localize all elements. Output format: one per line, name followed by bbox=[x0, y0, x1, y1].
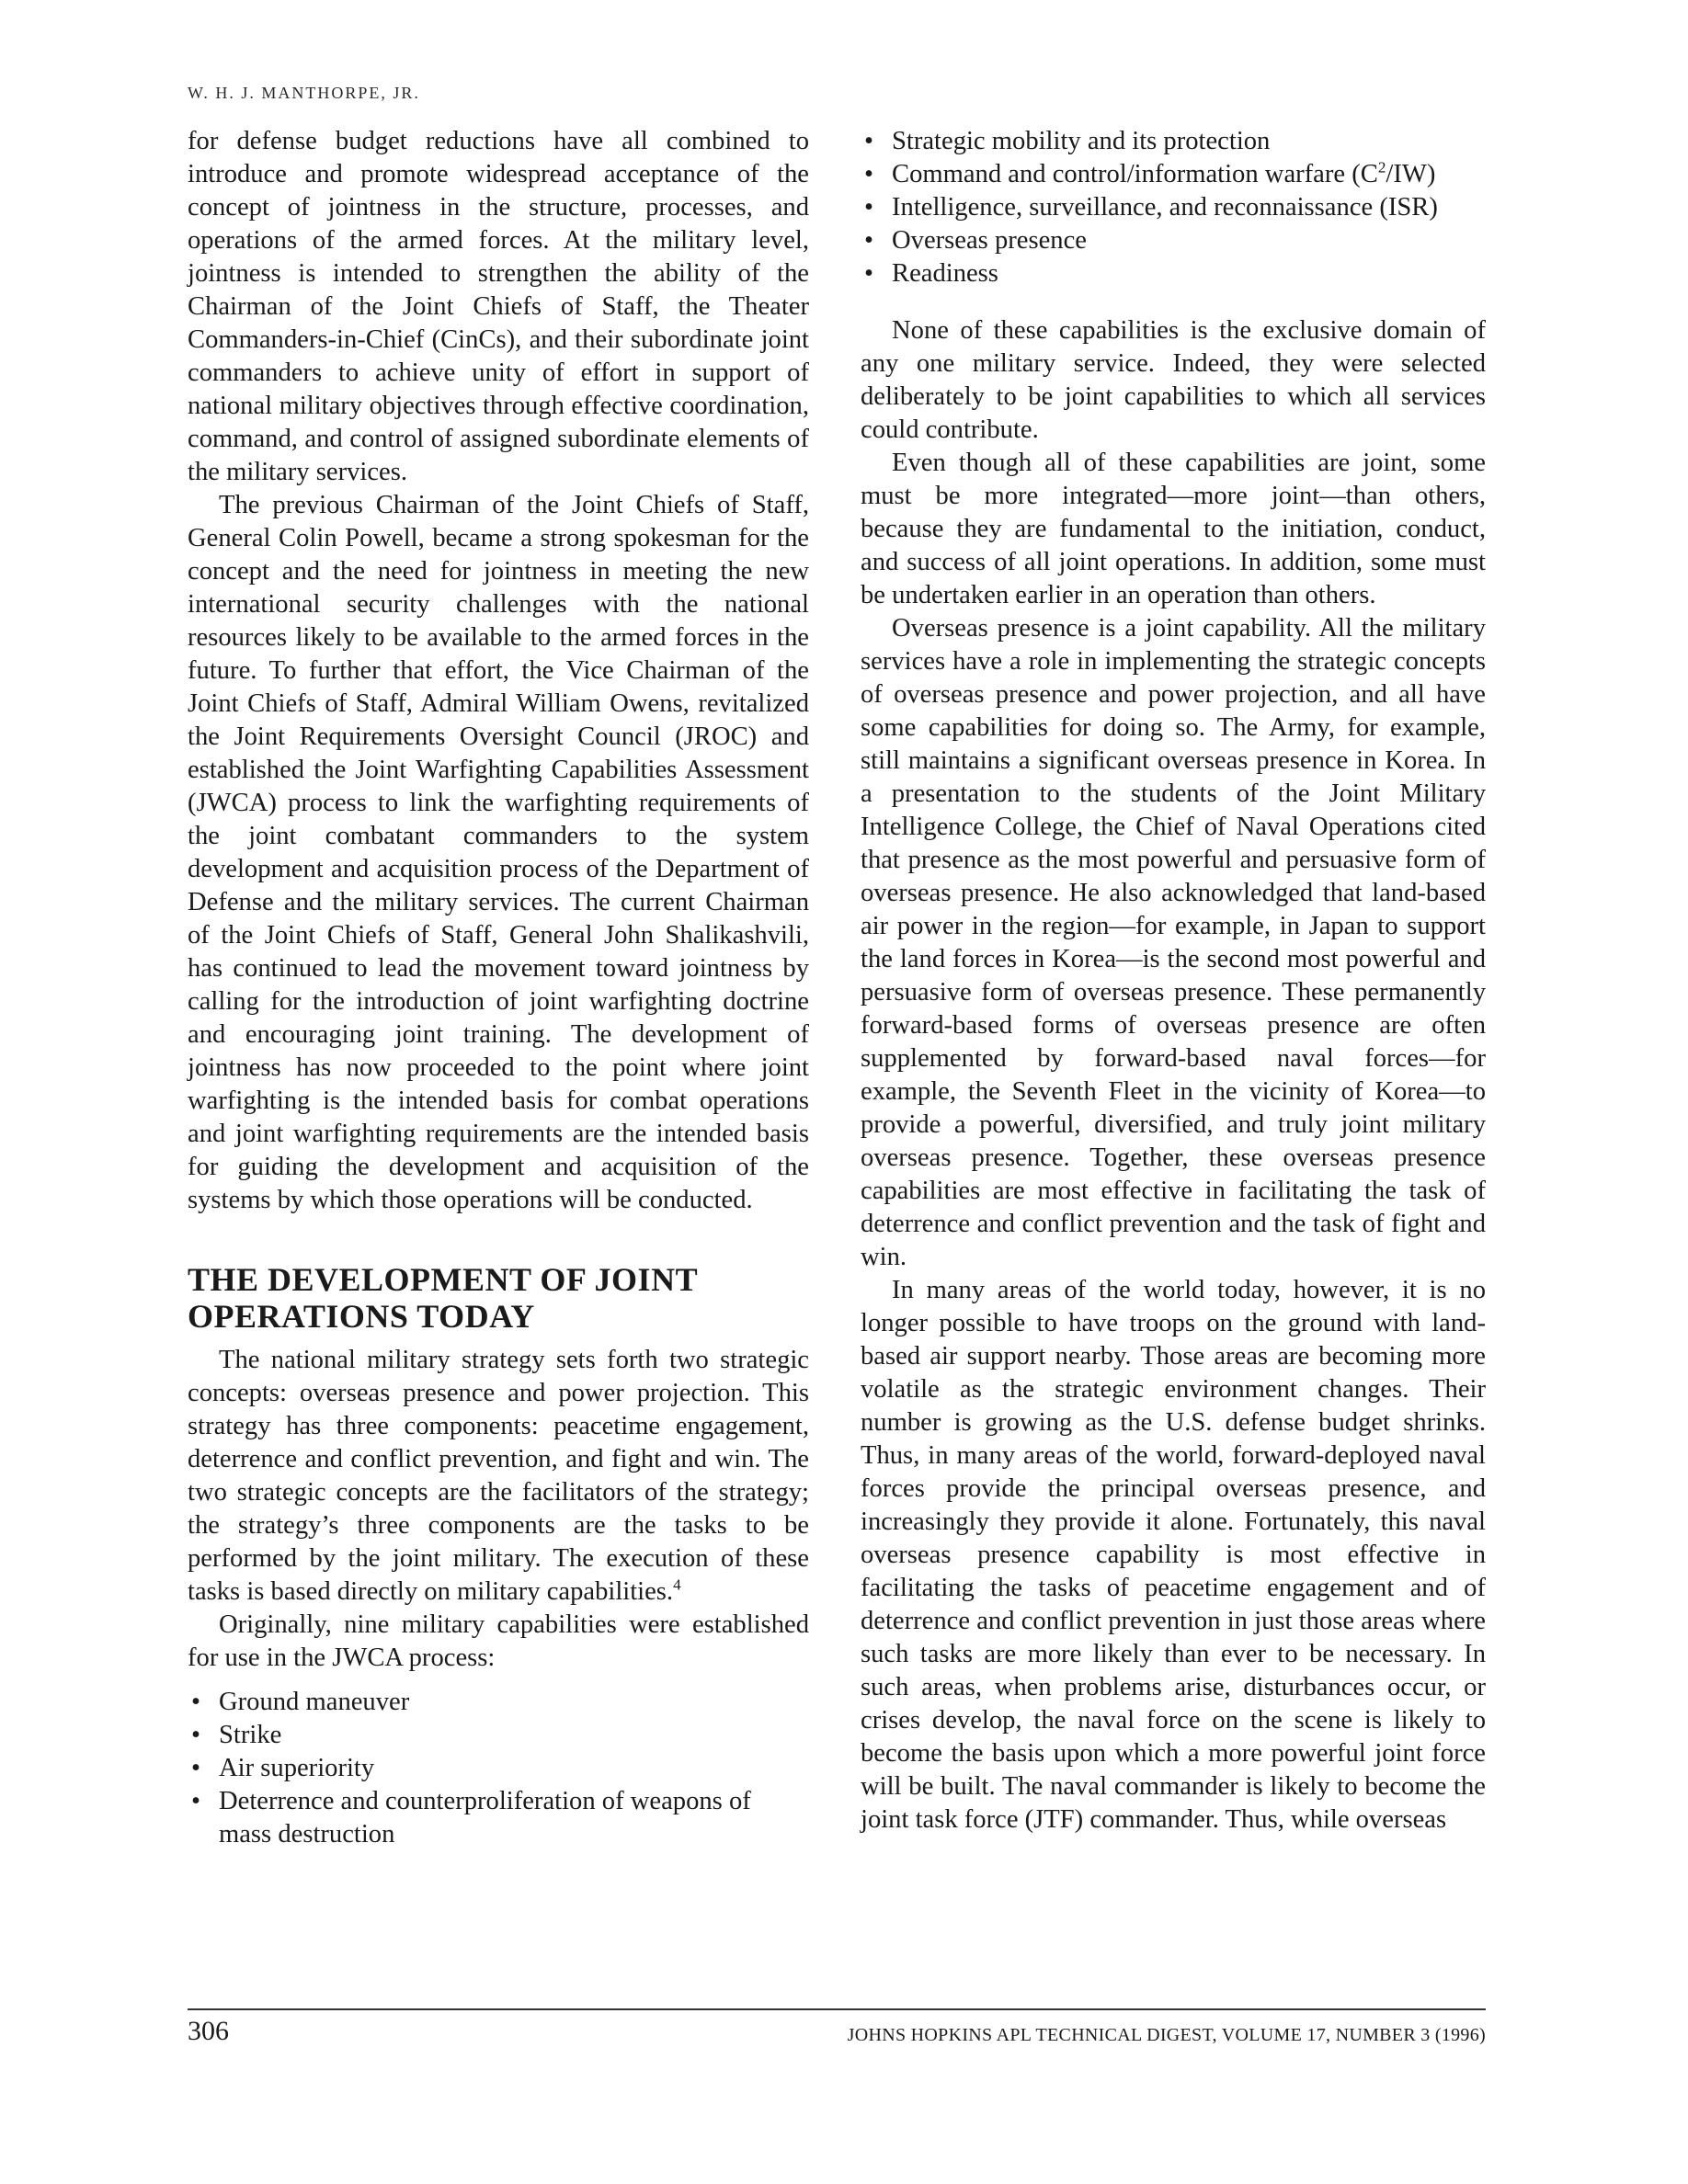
paragraph: for defense budget reductions have all combined to introduce and promote widespread acceptance of the concept of jointness in the structure, processes, and operations of the armed forces. At the military level, jointness is intended to strengthen the ability of the Chairman of the Joint Chiefs of Staff, the Theater Commanders-in-Chief (CinCs), and their subordinate joint commanders to achieve unity of effort in support of national military objectives through effective coordination, command, and control of assigned subordinate elements of the military services. bbox=[188, 127, 809, 486]
paragraph: In many areas of the world today, however, it is no longer possible to have troops on the ground with land-based air support nearby. Those areas are becoming more volatile as the strategic environment changes. Their number is growing as the U.S. defense budget shrinks. Thus, in many areas of the world, forward-deployed naval forces provide the principal overseas presence, and increasingly they provide it alone. Fortunately, this naval overseas presence capability is most effective in facilitating the tasks of peacetime engagement and of deterrence and conflict prevention in just those areas where such tasks are more likely than ever to be necessary. In such areas, when problems arise, disturbances occur, or crises develop, the naval force on the scene is likely to become the basis upon which a more powerful joint force will be built. The naval commander is likely to become the joint task force (JTF) commander. Thus, while overseas bbox=[861, 1276, 1486, 1834]
footnote-ref: 4 bbox=[673, 1575, 681, 1594]
list-item: • Air superiority bbox=[188, 1752, 809, 1785]
list-item: • Readiness bbox=[861, 257, 1486, 290]
journal-citation: JOHNS HOPKINS APL TECHNICAL DIGEST, VOLUME 17, NUMBER 3 (1996) bbox=[847, 2025, 1486, 2045]
page-number: 306 bbox=[188, 2016, 229, 2046]
superscript: 2 bbox=[1377, 158, 1386, 176]
running-head: W. H. J. MANTHORPE, JR. bbox=[188, 84, 420, 102]
paragraph: The previous Chairman of the Joint Chiefs of Staff, General Colin Powell, became a strong spokesman for the concept and the need for jointness in meeting the new international security challenges with the national resources likely to be available to the armed forces in the future. To further that effort, the Vice Chairman of the Joint Chiefs of Staff, Admiral William Owens, revitalized the Joint Requirements Oversight Council (JROC) and established the Joint Warfighting Capabilities Assessment (JWCA) process to link the warfighting requirements of the joint combatant commanders to the system development and acquisition process of the Department of Defense and the military services. The current Chairman of the Joint Chiefs of Staff, General John Shalikashvili, has continued to lead the movement toward jointness by calling for the introduction of joint warfighting doctrine and encouraging joint training. The development of jointness has now proceeded to the point where joint warfighting is the intended basis for combat operations and joint warfighting requirements are the intended basis for guiding the development and acquisition of the systems by which those operations will be conducted. bbox=[188, 491, 809, 1214]
list-item-text: /IW) bbox=[1386, 160, 1436, 188]
section-heading bbox=[188, 1261, 809, 1335]
list-item: • Ground maneuver bbox=[188, 1686, 809, 1719]
list-item: • Strategic mobility and its protection bbox=[861, 125, 1486, 158]
footer-rule bbox=[188, 2008, 1486, 2010]
left-column bbox=[188, 125, 809, 1851]
paragraph-text: The national military strategy sets forth two strategic concepts: overseas presence and power projection. This strategy has three components: peacetime engagement, deterrence and conflict prevention, and fight and win. The two strategic concepts are the facilitators of the strategy; the strategy’s three components are the tasks to be performed by the joint military. The execution of these tasks is based directly on military capabilities. bbox=[188, 1346, 809, 1606]
list-item: • Deterrence and counterproliferation of weapons of mass destruction bbox=[188, 1785, 809, 1851]
section-heading-line-2: OPERATIONS TODAY bbox=[188, 1298, 535, 1335]
right-column bbox=[861, 125, 1486, 1837]
capability-list bbox=[188, 1686, 809, 1851]
capability-list bbox=[861, 125, 1486, 290]
paragraph bbox=[188, 1344, 809, 1609]
paragraph: Originally, nine military capabilities were established for use in the JWCA process: bbox=[188, 1610, 809, 1672]
list-item: • Overseas presence bbox=[861, 224, 1486, 257]
paragraph: None of these capabilities is the exclusive domain of any one military service. Indeed, they were selected deliberately to be joint capabilities to which all services could contribute. bbox=[861, 316, 1486, 444]
list-item: • Intelligence, surveillance, and reconnaissance (ISR) bbox=[861, 191, 1486, 224]
list-item bbox=[861, 158, 1486, 191]
paragraph: Overseas presence is a joint capability. All the military services have a role in implementing the strategic concepts of overseas presence and power projection, and all have some capabilities for doing so. The Army, for example, still maintains a significant overseas presence in Korea. In a presentation to the students of the Joint Military Intelligence College, the Chief of Naval Operations cited that presence as the most powerful and persuasive form of overseas presence. He also acknowledged that land-based air power in the region—for example, in Japan to support the land forces in Korea—is the second most powerful and persuasive form of overseas presence. These permanently forward-based forms of overseas presence are often supplemented by forward-based naval forces—for example, the Seventh Fleet in the vicinity of Korea—to provide a powerful, diversified, and truly joint military overseas presence. Together, these overseas presence capabilities are most effective in facilitating the task of deterrence and conflict prevention and the task of fight and win. bbox=[861, 614, 1486, 1271]
list-item: • Strike bbox=[188, 1719, 809, 1752]
list-item-text: Command and control/information warfare (C bbox=[892, 160, 1378, 188]
paragraph: Even though all of these capabilities are joint, some must be more integrated—more joint—than others, because they are fundamental to the initiation, conduct, and success of all joint operations. In addition, some must be undertaken earlier in an operation than others. bbox=[861, 449, 1486, 609]
section-heading-line-1: THE DEVELOPMENT OF JOINT bbox=[188, 1261, 699, 1298]
